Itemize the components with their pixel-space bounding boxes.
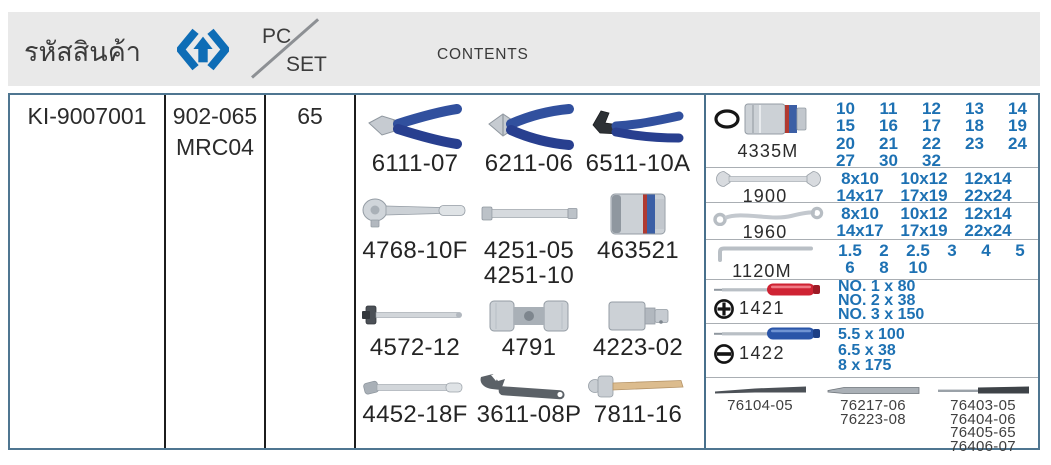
size-value: 20 <box>836 133 855 153</box>
size-value: 14x17 <box>836 186 884 206</box>
o-ring-and-socket-icon <box>714 102 814 136</box>
slotted-screwdriver-icon <box>711 326 826 341</box>
pin-punch-icon <box>936 383 1031 397</box>
row-divider <box>706 377 1038 378</box>
diagonal-cutting-pliers-icon <box>479 103 579 151</box>
detail-code: 1960 <box>742 222 788 242</box>
content-item-code: 4791 <box>501 334 557 361</box>
content-item-code: 3611-08P <box>476 401 582 428</box>
size-value: 2 <box>879 241 889 260</box>
content-item <box>469 297 589 360</box>
pieces-per-set-value: 65 <box>297 103 323 129</box>
content-item-code: 4572-12 <box>369 334 461 361</box>
size-value: 5 <box>1015 241 1025 260</box>
ball-pein-hammer-icon <box>583 372 693 402</box>
size-value: 10x12 <box>900 169 948 188</box>
size-value: 10 <box>836 99 855 118</box>
model-code-line1: 902-065 <box>172 103 258 129</box>
detail-code: 4335M <box>737 141 799 161</box>
content-item-code: 463521 <box>597 237 679 264</box>
size-value: 76403-05 <box>950 397 1016 414</box>
size-value: 6.5 x 38 <box>838 341 896 359</box>
universal-joint-icon <box>474 297 584 335</box>
size-value: 11 <box>879 99 898 118</box>
product-row-table <box>8 93 1040 455</box>
ratchet-handle-icon <box>360 190 470 238</box>
size-value: 24 <box>1008 133 1027 153</box>
size-value: 30 <box>879 150 898 170</box>
brand-logo-icon <box>177 26 229 73</box>
size-value: 1.5 <box>838 241 862 260</box>
detail-code: 1900 <box>742 186 788 206</box>
content-item <box>469 372 589 427</box>
size-value: 22x24 <box>964 221 1012 241</box>
model-code-line2: MRC04 <box>176 134 254 160</box>
detail-code: 1421 <box>739 298 786 318</box>
size-value: 5.5 x 100 <box>838 326 905 343</box>
content-item <box>355 297 475 360</box>
socket-icon <box>583 190 693 238</box>
content-item-code: 4251-05 <box>483 237 575 264</box>
punch-codes <box>710 399 810 413</box>
size-value: 22 <box>922 133 941 153</box>
groove-joint-pliers-icon <box>588 103 688 151</box>
punch-group <box>816 383 930 426</box>
slotted-sizes <box>838 327 905 374</box>
set-label: SET <box>286 53 327 76</box>
phillips-symbol-icon <box>713 298 735 320</box>
box-wrench-sizes <box>828 205 1020 240</box>
size-value: 21 <box>879 133 898 153</box>
content-item <box>355 372 475 427</box>
content-item-code: 4223-02 <box>592 334 684 361</box>
adapter-icon <box>583 297 693 335</box>
content-item-code: 6211-06 <box>484 150 574 177</box>
content-item <box>578 103 698 176</box>
punch-codes <box>933 399 1033 453</box>
size-value: 6 <box>845 258 855 278</box>
size-value: 76406-07 <box>950 437 1016 455</box>
size-value: 13 <box>965 99 984 118</box>
size-value: NO. 2 x 38 <box>838 292 916 309</box>
pc-label: PC <box>262 25 292 48</box>
slotted-symbol-icon <box>713 343 735 365</box>
size-value: 14x17 <box>836 221 884 241</box>
size-value: 16 <box>879 116 898 136</box>
size-value: 76217-06 <box>840 397 906 414</box>
size-value: 4 <box>981 241 991 260</box>
hex-key-icon <box>713 244 818 262</box>
row-divider <box>706 323 1038 324</box>
size-value: 12x14 <box>964 169 1012 188</box>
size-value: 12x14 <box>964 204 1012 223</box>
size-value: 18 <box>965 116 984 136</box>
content-item <box>578 372 698 427</box>
size-value: 19 <box>1008 116 1027 136</box>
content-item-code2: 4251-10 <box>483 262 575 289</box>
column-divider <box>264 95 266 448</box>
size-value: 8x10 <box>841 169 879 188</box>
size-value: 22x24 <box>964 186 1012 206</box>
content-item <box>469 103 589 176</box>
detail-code: 1422 <box>739 343 786 363</box>
open-end-wrench-sizes <box>828 170 1020 205</box>
size-value: 17x19 <box>900 221 948 241</box>
adjustable-wrench-icon <box>474 372 584 402</box>
detail-code: 1120M <box>732 261 792 281</box>
content-item <box>578 297 698 360</box>
content-item-code: 4452-18F <box>362 401 468 428</box>
socket-sizes <box>824 100 1039 169</box>
content-item-code: 4768-10F <box>362 237 468 264</box>
size-value: 8 <box>879 258 889 278</box>
content-item <box>355 103 475 176</box>
size-value: 76223-08 <box>840 410 906 428</box>
phillips-screwdriver-icon <box>711 282 826 297</box>
content-item-code: 6111-07 <box>371 150 459 177</box>
size-value: NO. 3 x 150 <box>838 306 925 323</box>
table-header <box>8 12 1040 86</box>
product-code-header-label: รหัสสินค้า <box>24 37 141 67</box>
size-value: 17 <box>922 116 941 136</box>
hex-key-sizes <box>833 242 1037 277</box>
size-value: 76405-65 <box>950 424 1016 441</box>
size-value: 27 <box>836 150 855 170</box>
size-value: 10x12 <box>900 204 948 223</box>
punch-group <box>933 383 1033 453</box>
size-value: NO. 1 x 80 <box>838 278 916 295</box>
sliding-t-handle-icon <box>360 297 470 335</box>
size-value: 8x10 <box>841 204 879 223</box>
extension-bar-icon <box>474 190 584 238</box>
flex-handle-icon <box>360 372 470 402</box>
cold-chisel-icon <box>826 383 921 397</box>
size-value: 32 <box>922 150 941 170</box>
content-item <box>355 190 475 263</box>
taper-punch-icon <box>713 383 808 397</box>
contents-header-label: CONTENTS <box>437 46 529 63</box>
size-value: 8 x 175 <box>838 357 892 374</box>
size-value: 3 <box>947 241 957 260</box>
product-model-code <box>166 101 264 163</box>
product-order-code: KI-9007001 <box>27 103 147 129</box>
set-detail-panel <box>706 95 1038 455</box>
combination-pliers-icon <box>365 103 465 151</box>
content-item-code: 7811-16 <box>593 401 683 428</box>
size-value: 23 <box>965 133 984 153</box>
size-value: 15 <box>836 116 855 136</box>
punch-group <box>710 383 810 413</box>
punch-codes <box>816 399 930 426</box>
size-value: 12 <box>922 99 941 118</box>
phillips-sizes <box>838 280 924 322</box>
content-item <box>578 190 698 263</box>
size-value: 76404-06 <box>950 410 1016 428</box>
size-value: 14 <box>1008 99 1027 118</box>
size-value: 2.5 <box>906 241 930 260</box>
size-value: 76104-05 <box>727 397 793 414</box>
content-item <box>469 190 589 288</box>
size-value: 10 <box>908 258 928 278</box>
content-item-code: 6511-10A <box>585 150 691 177</box>
size-value: 17x19 <box>900 186 948 206</box>
